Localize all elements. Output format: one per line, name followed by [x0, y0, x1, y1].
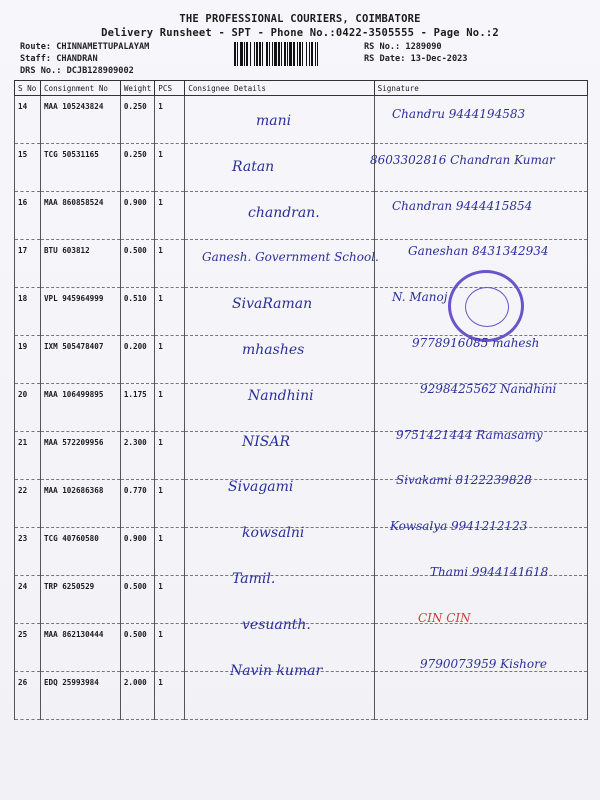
- handwritten-signature: 9298425562 Nandhini: [420, 381, 557, 396]
- row-weight: 2.300: [120, 432, 154, 480]
- route-field: Route: CHINNAMETTUPALAYAM: [20, 42, 150, 52]
- handwritten-signature: 9751421444 Ramasamy: [396, 427, 543, 442]
- handwritten-signature: 9778916085 mahesh: [412, 336, 540, 350]
- row-pcs: 1: [155, 624, 185, 672]
- row-weight: 2.000: [120, 672, 154, 720]
- row-pcs: 1: [155, 192, 185, 240]
- handwritten-signature: Chandru 9444194583: [392, 107, 526, 121]
- row-sno: 26: [15, 672, 41, 720]
- handwritten-consignee: vesuanth.: [242, 616, 311, 633]
- handwritten-signature: Kowsalya 9941212123: [390, 519, 528, 534]
- col-header-weight: Weight: [120, 81, 154, 96]
- row-sno: 22: [15, 480, 41, 528]
- row-pcs: 1: [155, 336, 185, 384]
- rs-number: RS No.: 1289090: [364, 42, 442, 52]
- row-consignment-no: TCG 50531165: [40, 144, 120, 192]
- row-sno: 21: [15, 432, 41, 480]
- handwritten-consignee: Ratan: [232, 158, 275, 175]
- row-weight: 0.500: [120, 576, 154, 624]
- runsheet-subtitle: Delivery Runsheet - SPT - Phone No.:0422-3505555 - Page No.:2: [101, 27, 499, 39]
- row-weight: 0.250: [120, 144, 154, 192]
- barcode-icon: [234, 42, 358, 66]
- col-header-signature: Signature: [374, 81, 587, 96]
- row-weight: 0.900: [120, 528, 154, 576]
- handwritten-consignee: SivaRaman: [232, 296, 313, 313]
- row-weight: 0.900: [120, 192, 154, 240]
- row-consignment-no: MAA 106499895: [40, 384, 120, 432]
- delivery-stamp-icon: [448, 270, 524, 342]
- row-weight: 0.500: [120, 624, 154, 672]
- company-title: THE PROFESSIONAL COURIERS, COIMBATORE: [179, 13, 421, 25]
- row-consignment-no: MAA 860858524: [40, 192, 120, 240]
- handwritten-consignee: kowsalni: [242, 525, 305, 542]
- staff-label: Staff:: [20, 54, 52, 64]
- handwritten-signature: N. Manoj: [392, 290, 448, 305]
- drs-number: DRS No.: DCJB128909002: [20, 66, 134, 76]
- rs-date: RS Date: 13-Dec-2023: [364, 54, 468, 64]
- row-consignment-no: VPL 945964999: [40, 288, 120, 336]
- handwritten-signature: 9790073959 Kishore: [420, 656, 547, 671]
- row-consignee-cell: [185, 144, 374, 192]
- table-header-row: [15, 81, 588, 96]
- handwritten-consignee: NISAR: [242, 433, 291, 450]
- col-header-consignee: Consignee Details: [185, 81, 374, 96]
- handwritten-signature: CIN CIN: [418, 610, 471, 625]
- row-pcs: 1: [155, 672, 185, 720]
- row-sno: 19: [15, 336, 41, 384]
- row-sno: 15: [15, 144, 41, 192]
- row-consignment-no: TCG 40760580: [40, 528, 120, 576]
- row-consignment-no: TRP 6250529: [40, 576, 120, 624]
- handwritten-consignee: mani: [256, 113, 292, 129]
- handwritten-consignee: mhashes: [242, 342, 305, 358]
- row-consignment-no: BTU 603812: [40, 240, 120, 288]
- row-sno: 20: [15, 384, 41, 432]
- handwritten-consignee: Nandhini: [248, 387, 314, 404]
- row-weight: 0.500: [120, 240, 154, 288]
- handwritten-signature: Thami 9944141618: [430, 565, 549, 579]
- handwritten-consignee: Navin kumar: [230, 662, 323, 679]
- row-signature-cell: [374, 672, 587, 720]
- handwritten-consignee: Ganesh. Government School.: [202, 250, 379, 265]
- col-header-pcs: PCS: [155, 81, 185, 96]
- handwritten-signature: 8603302816 Chandran Kumar: [370, 152, 555, 167]
- row-signature-cell: [374, 144, 587, 192]
- handwritten-consignee: chandran.: [248, 204, 320, 221]
- row-pcs: 1: [155, 288, 185, 336]
- handwritten-signature: Sivakami 8122239828: [396, 473, 532, 488]
- row-consignment-no: MAA 572209956: [40, 432, 120, 480]
- row-pcs: 1: [155, 528, 185, 576]
- row-consignment-no: MAA 862130444: [40, 624, 120, 672]
- row-pcs: 1: [155, 144, 185, 192]
- row-pcs: 1: [155, 480, 185, 528]
- row-consignment-no: EDQ 25993984: [40, 672, 120, 720]
- row-sno: 17: [15, 240, 41, 288]
- handwritten-consignee: Sivagami: [228, 479, 294, 496]
- row-weight: 0.200: [120, 336, 154, 384]
- row-pcs: 1: [155, 96, 185, 144]
- row-sno: 23: [15, 528, 41, 576]
- row-weight: 1.175: [120, 384, 154, 432]
- handwritten-signature: Ganeshan 8431342934: [408, 244, 549, 259]
- row-weight: 0.770: [120, 480, 154, 528]
- row-sno: 18: [15, 288, 41, 336]
- row-weight: 0.250: [120, 96, 154, 144]
- row-pcs: 1: [155, 384, 185, 432]
- row-consignment-no: MAA 105243824: [40, 96, 120, 144]
- col-header-sno: S No: [15, 81, 41, 96]
- handwritten-consignee: Tamil.: [232, 571, 276, 587]
- row-pcs: 1: [155, 240, 185, 288]
- row-sno: 25: [15, 624, 41, 672]
- handwritten-signature: Chandran 9444415854: [392, 198, 533, 213]
- row-pcs: 1: [155, 432, 185, 480]
- table-row: [15, 672, 588, 720]
- col-header-consignment: Consignment No: [40, 81, 120, 96]
- row-signature-cell: [374, 576, 587, 624]
- row-consignment-no: IXM 505478407: [40, 336, 120, 384]
- staff-field: [20, 54, 98, 64]
- row-sno: 24: [15, 576, 41, 624]
- row-weight: 0.510: [120, 288, 154, 336]
- staff-name: CHANDRAN: [56, 54, 98, 64]
- row-consignee-cell: [185, 672, 374, 720]
- table-row: [15, 144, 588, 192]
- row-sno: 14: [15, 96, 41, 144]
- row-consignment-no: MAA 102686368: [40, 480, 120, 528]
- row-sno: 16: [15, 192, 41, 240]
- row-pcs: 1: [155, 576, 185, 624]
